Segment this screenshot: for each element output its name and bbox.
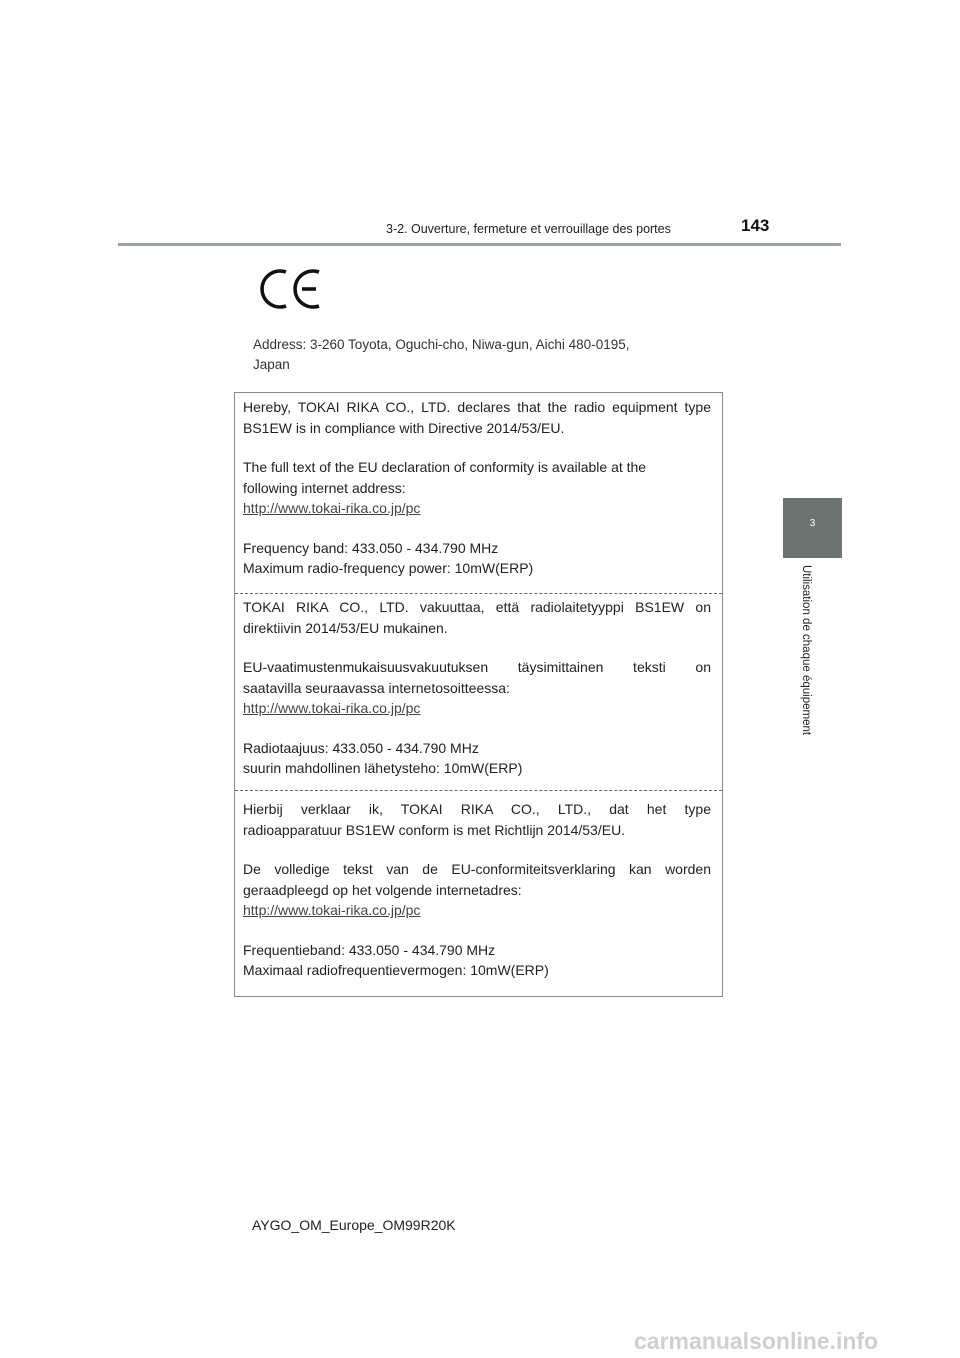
ce-mark-icon xyxy=(258,266,322,312)
frequency-band: Frequentieband: 433.050 - 434.790 MHz xyxy=(243,941,496,958)
declaration-text: direktiivin 2014/53/EU mukainen. xyxy=(243,619,448,636)
section-divider xyxy=(235,593,722,594)
declaration-text: TOKAI RIKA CO., LTD. vakuuttaa, että radiolaitetyyppi BS1EW on xyxy=(243,599,711,615)
header-divider xyxy=(118,243,841,246)
declaration-dutch xyxy=(243,799,711,981)
declaration-text: Hierbij verklaar ik, TOKAI RIKA CO., LTD., dat het type xyxy=(243,801,711,817)
declaration-link[interactable]: http://www.tokai-rika.co.jp/pc xyxy=(243,700,421,716)
manufacturer-address xyxy=(253,335,693,375)
chapter-tab xyxy=(783,498,842,558)
max-power: Maximum radio-frequency power: 10mW(ERP) xyxy=(243,560,534,576)
declaration-link[interactable]: http://www.tokai-rika.co.jp/pc xyxy=(243,500,421,516)
declaration-text: De volledige tekst van de EU-conformiteitsverklaring kan worden xyxy=(243,861,711,877)
declaration-text: following internet address: xyxy=(243,479,406,496)
declaration-text: BS1EW is in compliance with Directive 2014/53/EU. xyxy=(243,419,565,436)
declaration-link[interactable]: http://www.tokai-rika.co.jp/pc xyxy=(243,902,421,918)
declaration-text: Hereby, TOKAI RIKA CO., LTD. declares that the radio equipment type xyxy=(243,399,711,415)
address-line: Address: 3-260 Toyota, Oguchi-cho, Niwa-gun, Aichi 480-0195, xyxy=(253,337,630,352)
declaration-english xyxy=(243,397,711,579)
declaration-finnish xyxy=(243,597,711,779)
max-power: suurin mahdollinen lähetysteho: 10mW(ERP) xyxy=(243,760,523,776)
frequency-band: Radiotaajuus: 433.050 - 434.790 MHz xyxy=(243,739,479,756)
declaration-text: saatavilla seuraavassa internetosoitteessa: xyxy=(243,679,510,696)
chapter-title: Utilisation de chaque équipement xyxy=(800,565,812,736)
section-divider xyxy=(235,790,722,791)
watermark: carmanualsonline.info xyxy=(634,1328,879,1354)
declaration-text: The full text of the EU declaration of conformity is available at the xyxy=(243,459,647,475)
max-power: Maximaal radiofrequentievermogen: 10mW(ERP) xyxy=(243,962,549,978)
address-line: Japan xyxy=(253,357,290,372)
section-title: 3-2. Ouverture, fermeture et verrouillage des portes xyxy=(386,222,671,236)
frequency-band: Frequency band: 433.050 - 434.790 MHz xyxy=(243,539,499,556)
document-code: AYGO_OM_Europe_OM99R20K xyxy=(252,1217,456,1233)
declaration-text: EU-vaatimustenmukaisuusvakuutuksen täysimittainen teksti on xyxy=(243,659,711,675)
declaration-text: geraadpleegd op het volgende internetadres: xyxy=(243,881,522,898)
declaration-text: radioapparatuur BS1EW conform is met Richtlijn 2014/53/EU. xyxy=(243,821,626,838)
declaration-box xyxy=(234,392,723,997)
chapter-number: 3 xyxy=(809,518,816,529)
page-number: 143 xyxy=(741,216,770,235)
